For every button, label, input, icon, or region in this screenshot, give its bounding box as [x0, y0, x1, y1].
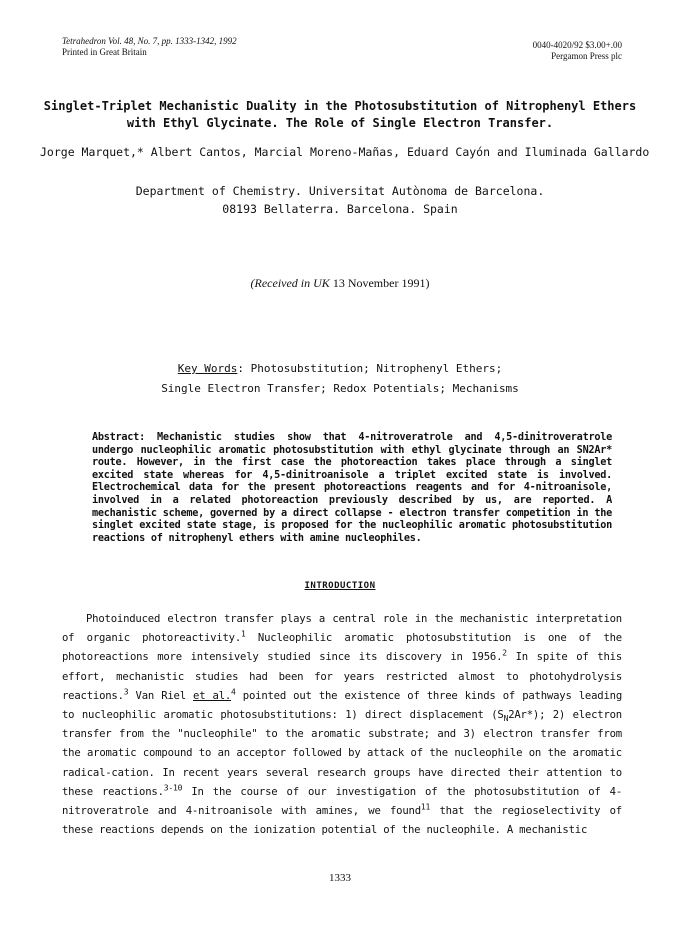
intro-sentence: pointed out the existence of three kinds of pathways leading to nucleophilic aromatic photosubstitutions: 1) direct displacement (S [62, 689, 622, 722]
intro-sentence: 2Ar*); 2) electron transfer from the "nucleophile" to the aromatic substrate; and 3) electron transfer from the aromatic compound to an acceptor followed by attack of the nucleophile on the aromatic radical-cation. In recent years several research groups have directed their attention to these reactions. [62, 709, 622, 798]
printed-location: Printed in Great Britain [62, 47, 147, 57]
intro-sentence: In spite of this effort, mechanistic studies had been for years restricted almost to photohydrolysis reactions. [62, 651, 622, 702]
publisher-name: Pergamon Press plc [551, 51, 622, 61]
citation-ref[interactable]: 3-10 [163, 783, 183, 793]
author-list: Jorge Marquet,* Albert Cantos, Marcial Moreno-Mañas, Eduard Cayón and Iluminada Gallardo [40, 145, 650, 159]
citation-ref[interactable]: 4 [231, 687, 236, 697]
keywords-block [40, 359, 640, 399]
received-day: 13 November 1991) [332, 276, 430, 290]
page-number: 1333 [329, 872, 351, 884]
affiliation-line-1: Department of Chemistry. Universitat Autònoma de Barcelona. [135, 184, 545, 198]
subscript-n: N [503, 714, 509, 724]
et-al: et al. [193, 689, 232, 702]
journal-citation: Tetrahedron Vol. 48, No. 7, pp. 1333-1342, 1992 [62, 36, 237, 46]
citation-ref[interactable]: 3 [123, 687, 129, 697]
title-line-1: Singlet-Triplet Mechanistic Duality in the Photosubstitution of Nitrophenyl Ethers [43, 99, 637, 113]
introduction-paragraph [62, 610, 622, 840]
affiliation-line-2: 08193 Bellaterra. Barcelona. Spain [222, 202, 458, 216]
keywords-text-1: : Photosubstitution; Nitrophenyl Ethers; [237, 362, 503, 375]
citation-ref[interactable]: 11 [420, 802, 431, 812]
paper-title [40, 98, 640, 132]
intro-sentence: that the regioselectivity of these reactions depends on the ionization potential of the nucleophile. A mechanistic [62, 805, 622, 837]
publisher-header [533, 40, 622, 62]
introduction-body [62, 610, 622, 840]
section-heading-introduction: INTRODUCTION [304, 581, 376, 591]
abstract-label: Abstract: [92, 432, 145, 443]
title-line-2: with Ethyl Glycinate. The Role of Single Electron Transfer. [126, 116, 554, 130]
affiliation [40, 182, 640, 218]
keywords-line-1 [40, 359, 640, 379]
abstract-text: Mechanistic studies show that 4-nitroveratrole and 4,5-dinitroveratrole undergo nucleophilic aromatic photosubstitution with ethyl glycinate through an SN2Ar* route. However, in the first case the photoreaction takes place through a singlet excited state whereas for 4,5-dinitroanisole a triplet excited state is involved. Electrochemical data for the present photoreactions reagents and for 4-nitroanisole, involved in a related photoreaction previously described by us, are reported. A mechanistic scheme, governed by a direct collapse - electron transfer competition in the singlet excited state stage, is proposed for the nucleophilic aromatic photosubstitution reactions of nitrophenyl ethers with amine nucleophiles. [92, 432, 612, 544]
received-date [40, 276, 640, 291]
abstract [92, 432, 612, 545]
citation-ref[interactable]: 1 [241, 629, 246, 639]
intro-sentence: In the course of our investigation of the photosubstitution of 4-nitroveratrole and 4-nitroanisole with amines, we found [62, 785, 622, 818]
citation-ref[interactable]: 2 [502, 648, 507, 658]
intro-sentence: Nucleophilic aromatic photosubstitution is one of the photoreactions more intensively studied since its discovery in 1956. [62, 632, 622, 664]
intro-sentence: Photoinduced electron transfer plays a central role in the mechanistic interpretation of organic photoreactivity. [62, 613, 622, 645]
issn-price: 0040-4020/92 $3.00+.00 [532, 40, 622, 50]
keywords-label: Key Words [177, 362, 238, 375]
intro-sentence: Van Riel [128, 689, 194, 702]
keywords-line-2: Single Electron Transfer; Redox Potentials; Mechanisms [161, 382, 519, 395]
received-prefix: (Received in UK [250, 276, 330, 290]
journal-header [62, 36, 237, 58]
